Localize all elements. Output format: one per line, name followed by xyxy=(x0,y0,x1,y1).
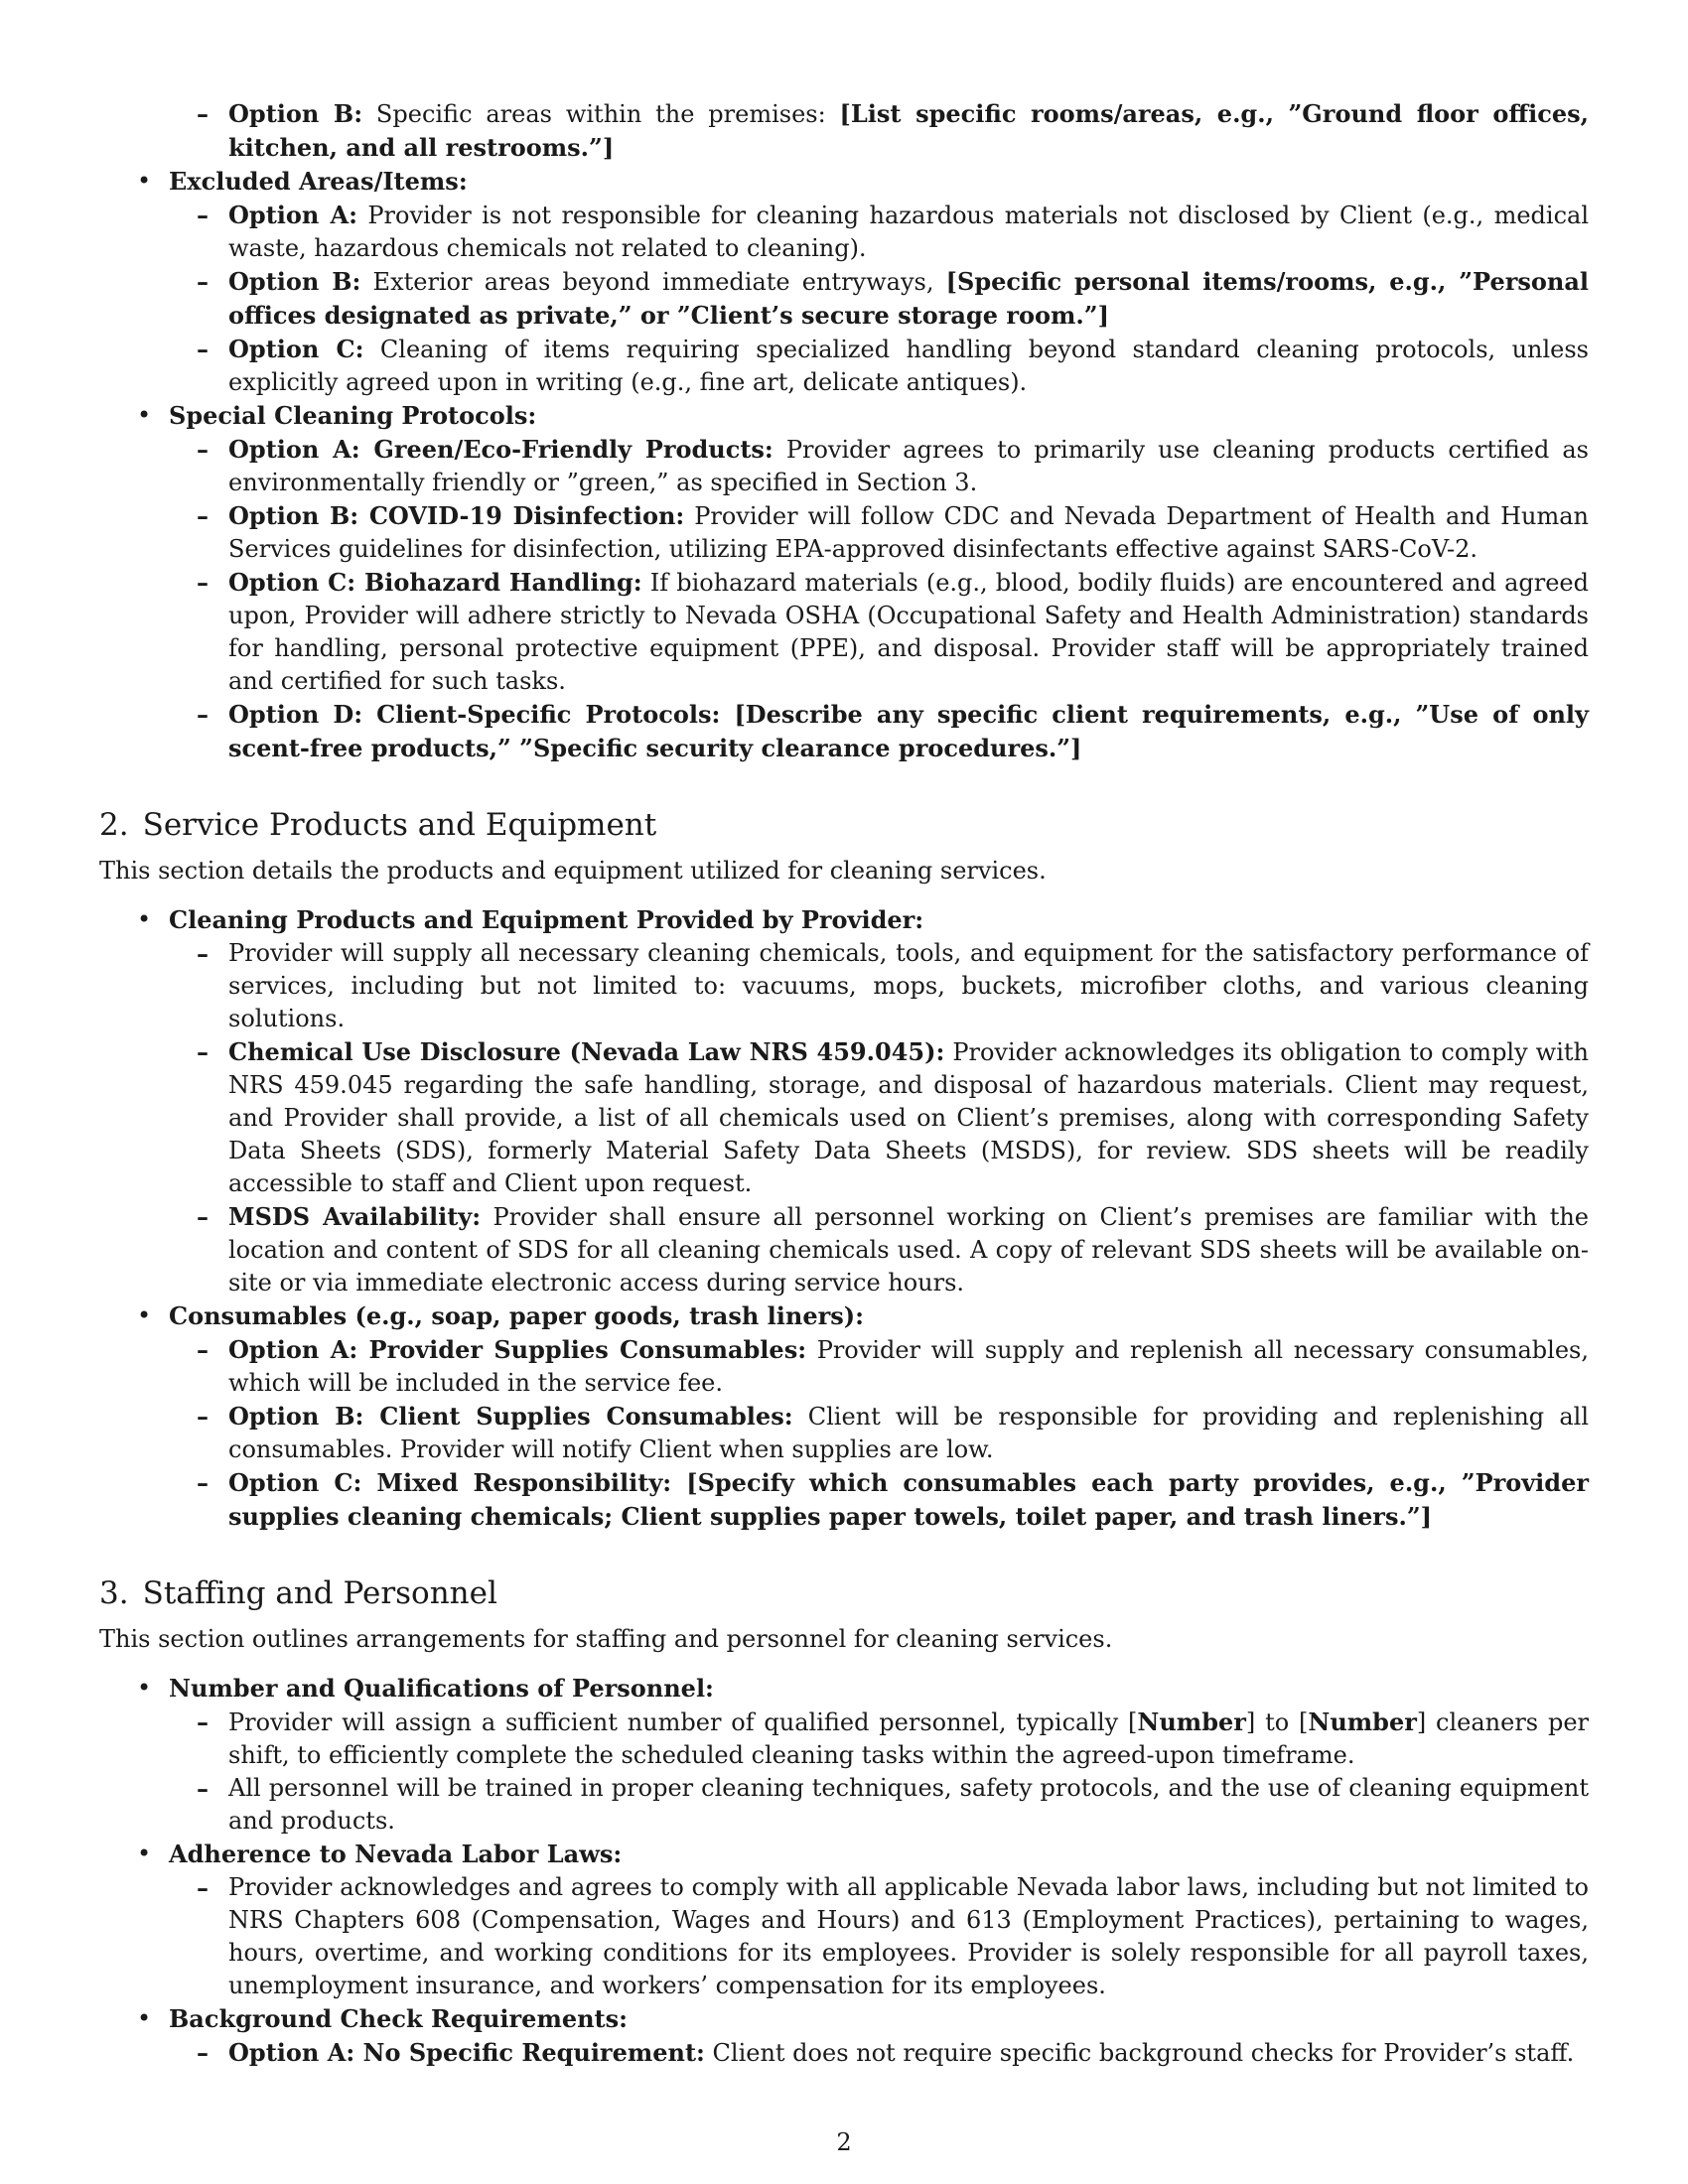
list-item: – Option B: Client Supplies Consumables: Client will be responsible for providing and replenishing all consumables. Provider will notify Client when supplies are low. xyxy=(197,1402,1589,1463)
list-item: – Chemical Use Disclosure (Nevada Law NRS 459.045): Provider acknowledges its obligation to comply with NRS 459.045 regarding the safe handling, storage, and disposal of hazardous materials. Client may request, and Provider shall provide, a list of all chemicals used on Client’s premises, along with corresponding Safety Data Sheets (SDS), formerly Material Safety Data Sheets (MSDS), for review. SDS sheets will be readily accessible to staff and Client upon request. xyxy=(197,1037,1590,1197)
document-page xyxy=(99,97,1589,2070)
list-item-provider-products: • Cleaning Products and Equipment Provided by Provider: xyxy=(137,905,924,934)
list-item: – Option C: Biohazard Handling: If biohazard materials (e.g., blood, bodily fluids) are encountered and agreed upon, Provider will adhere strictly to Nevada OSHA (Occupational Safety and Health Administration) standards for handling, personal protective equipment (PPE), and disposal. Provider staff will be appropriately trained and certified for such tasks. xyxy=(197,568,1589,695)
list-item: – Option B: Exterior areas beyond immediate entryways, [Specific personal items/rooms, e.g., ”Personal offices designated as private,” or ”Client’s secure storage room.”] xyxy=(197,267,1590,330)
list-item: – Option A: Provider is not responsible for cleaning hazardous materials not disclosed by Client (e.g., medical waste, hazardous chemicals not related to cleaning). xyxy=(197,201,1589,262)
list-item: – Option A: No Specific Requirement: Client does not require specific background checks for Provider’s staff. xyxy=(197,2038,1575,2067)
dash-bullet: – xyxy=(197,99,209,128)
section-heading: 2. Service Products and Equipment xyxy=(99,807,657,843)
section-3-list xyxy=(99,1672,1589,2070)
list-item: – Provider will assign a sufficient number of qualified personnel, typically [Number] to [Number] cleaners per shift, to efficiently complete the scheduled cleaning tasks within the agreed-upon timeframe. xyxy=(197,1707,1589,1769)
page-number: 2 xyxy=(836,2128,852,2156)
bullet: • xyxy=(137,401,152,429)
list-item-special: • Special Cleaning Protocols: xyxy=(137,401,537,430)
section-intro: This section details the products and equipment utilized for cleaning services. xyxy=(99,857,1047,885)
section-3 xyxy=(99,1573,1589,2070)
list-item-consumables: • Consumables (e.g., soap, paper goods, trash liners): xyxy=(137,1301,864,1330)
list-item-background-check: • Background Check Requirements: xyxy=(137,2004,629,2033)
list-item: – Option C: Cleaning of items requiring specialized handling beyond standard cleaning protocols, unless explicitly agreed upon in writing (e.g., fine art, delicate antiques). xyxy=(197,335,1589,396)
list-item-excluded: • Excluded Areas/Items: xyxy=(137,167,468,196)
section-heading: 3. Staffing and Personnel xyxy=(99,1575,497,1611)
list-item: – Option C: Mixed Responsibility: [Specify which consumables each party provides, e.g., ”Provider supplies cleaning chemicals; Client supplies paper towels, toilet paper, and trash liners.”] xyxy=(197,1468,1589,1531)
section-intro: This section outlines arrangements for staffing and personnel for cleaning services. xyxy=(99,1625,1113,1653)
list-item-number-qualifications: • Number and Qualifications of Personnel: xyxy=(137,1674,714,1703)
placeholder-text: [Specify which consumables each party provides, e.g., ”Provider supplies cleaning chemicals; Client supplies paper towels, toilet paper, and trash liners.”] xyxy=(228,1468,1589,1531)
list-item: – Provider will supply all necessary cleaning chemicals, tools, and equipment for the satisfactory performance of services, including but not limited to: vacuums, mops, buckets, microfiber cloths, and various cleaning solutions. xyxy=(197,939,1589,1032)
section-2-list xyxy=(99,903,1589,1534)
placeholder-text: [Specific personal items/rooms, e.g., ”Personal offices designated as private,” or ”Client’s secure storage room.”] xyxy=(228,267,1590,330)
list-item: – Option A: Provider Supplies Consumables: Provider will supply and replenish all necessary consumables, which will be included in the service fee. xyxy=(197,1335,1589,1397)
placeholder-text: [List specific rooms/areas, e.g., ”Ground floor offices, kitchen, and all restrooms.”] xyxy=(228,99,1589,162)
list-item: – Option B: COVID-19 Disinfection: Provider will follow CDC and Nevada Department of Health and Human Services guidelines for disinfection, utilizing EPA-approved disinfectants effective against SARS-CoV-2. xyxy=(197,501,1590,563)
list-item: – MSDS Availability: Provider shall ensure all personnel working on Client’s premises are familiar with the location and content of SDS for all cleaning chemicals used. A copy of relevant SDS sheets will be available on-site or via immediate electronic access during service hours. xyxy=(197,1202,1589,1297)
bullet: • xyxy=(137,167,152,195)
placeholder-text: [Describe any specific client requirements, e.g., ”Use of only scent-free products,” ”Specific security clearance procedures.”] xyxy=(228,700,1589,762)
placeholder-text: Number xyxy=(1308,1707,1417,1736)
list-item: – Option A: Green/Eco-Friendly Products: Provider agrees to primarily use cleaning products certified as environmentally friendly or ”green,” as specified in Section 3. xyxy=(197,435,1589,496)
section-2 xyxy=(99,805,1589,1534)
list-item-labor-laws: • Adherence to Nevada Labor Laws: xyxy=(137,1840,623,1868)
scope-continuation-list xyxy=(99,97,1589,765)
list-item: – All personnel will be trained in proper cleaning techniques, safety protocols, and the use of cleaning equipment and products. xyxy=(197,1774,1589,1835)
list-item: – Option B: Specific areas within the premises: [List specific rooms/areas, e.g., ”Ground floor offices, kitchen, and all restrooms.”] xyxy=(197,99,1589,162)
list-item: – Provider acknowledges and agrees to comply with all applicable Nevada labor laws, including but not limited to NRS Chapters 608 (Compensation, Wages and Hours) and 613 (Employment Practices), pertaining to wages, hours, overtime, and working conditions for its employees. Provider is solely responsible for all payroll taxes, unemployment insurance, and workers’ compensation for its employees. xyxy=(197,1873,1589,1999)
placeholder-text: Number xyxy=(1137,1707,1246,1736)
list-item: – Option D: Client-Specific Protocols: [Describe any specific client requirements, e.g., ”Use of only scent-free products,” ”Specific security clearance procedures.”] xyxy=(197,700,1589,762)
